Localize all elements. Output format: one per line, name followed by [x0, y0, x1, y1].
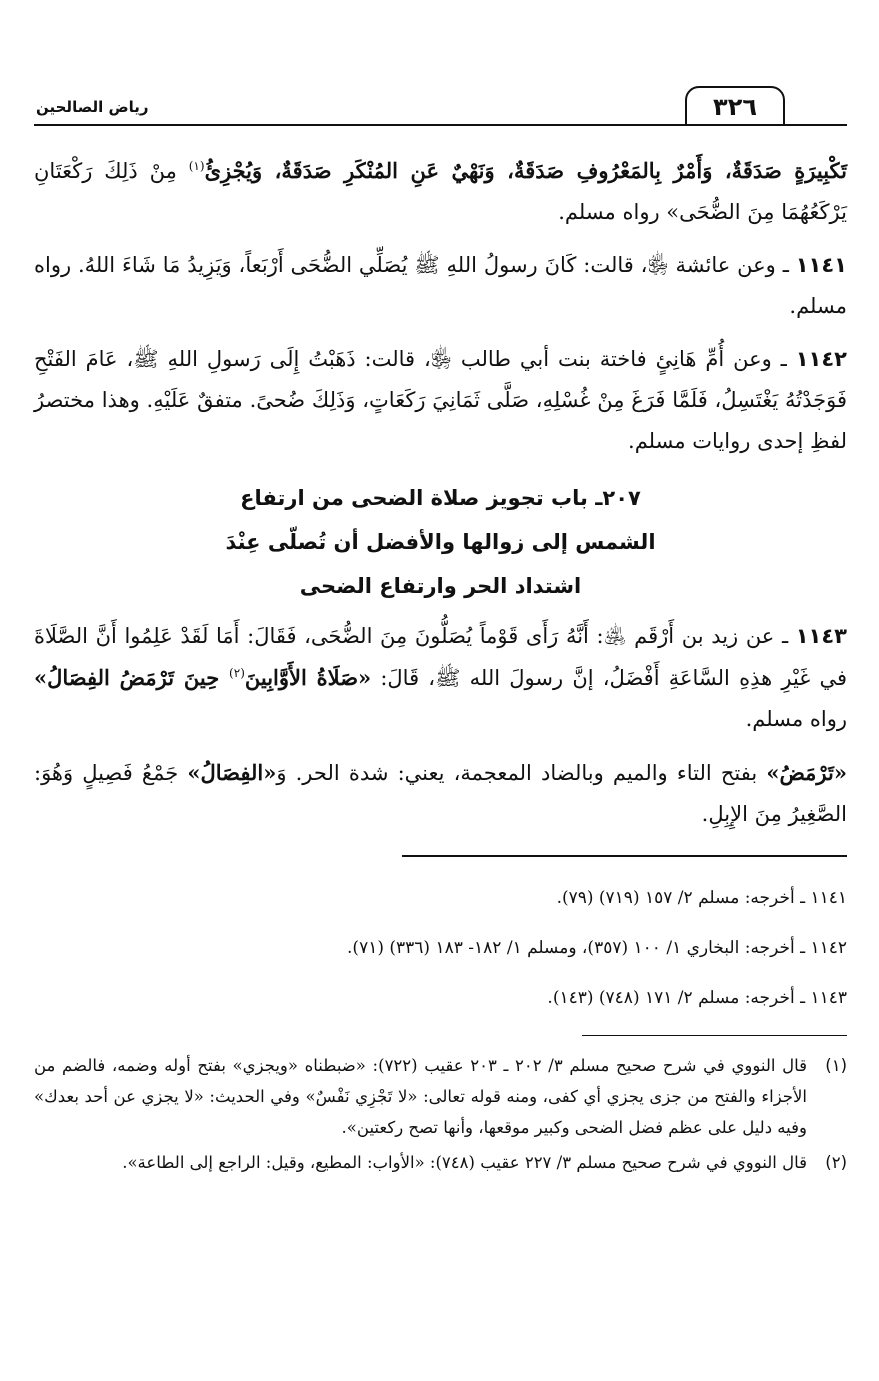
footnote-text: قال النووي في شرح صحيح مسلم ٣/ ٢٢٧ عقيب (٧٤٨): «الأواب: المطيع، وقيل: الراجع إلى الطاعة».: [122, 1153, 807, 1172]
footnote-text: قال النووي في شرح صحيح مسلم ٣/ ٢٠٢ ـ ٢٠٣ عقيب (٧٢٢): «ضبطناه «ويجزي» بفتح أوله وضمه، فالضم من الأجزاء والفتح من جزى يجزي أي كفى، ومنه قوله تعالى: «لا تَجْزِي نَفْسٌ» وفي الحديث: «لا يجزي عن أحد بعدك» وفيه دليل على عظم فضل الضحى وكبير موقعها، وأنها تصح ركعتين».: [34, 1056, 807, 1137]
chapter-line-2: الشمس إلى زوالها والأفضل أن تُصلّى عِنْدَ: [225, 530, 656, 554]
footnotes: [34, 1050, 847, 1178]
page-header: [34, 64, 847, 126]
hadith-text: ـ عن زيد بن أَرْقَم ﵁: أَنَّهُ رَأَى قَوْماً يُصَلُّونَ مِنَ الضُّحَى، فَقَالَ: أَمَا لَقَدْ عَلِمُوا أَنَّ الصَّلَاةَ في غَيْرِ هذِهِ السَّاعَةِ أَفْضَلُ، إنَّ رسولَ الله ﷺ، قَالَ:: [34, 624, 847, 690]
hadith-quote: «صَلَاةُ الأَوَّابِينَ: [244, 665, 372, 690]
main-text: [34, 150, 847, 835]
explanation-text-2: جَمْعُ فَصِيلٍ وَهُوَ: الصَّغِيرُ مِنَ الإِبِلِ.: [34, 761, 847, 826]
explained-word-2: «الفِصَالُ»: [187, 760, 277, 785]
chapter-line-1: ٢٠٧ـ باب تجويز صلاة الضحى من ارتفاع: [240, 486, 641, 510]
hadith-number: ١١٤٢: [795, 347, 847, 371]
hadith-number: ١١٤١: [795, 253, 847, 277]
chapter-line-3: اشتداد الحر وارتفاع الضحى: [299, 574, 582, 598]
footnote-number: (٢): [825, 1153, 847, 1172]
explanation-paragraph: [34, 752, 847, 835]
intro-text: تَكْبِيرَةٍ صَدَقَةٌ، وَأَمْرٌ بِالمَعْرُوفِ صَدَقَةٌ، وَنَهْيٌ عَنِ المُنْكَرِ صَدَقَةٌ، وَيُجْزِئُ: [204, 158, 847, 183]
reference-item: ١١٤٢ ـ أخرجه: البخاري ١/ ١٠٠ (٣٥٧)، ومسلم ١/ ١٨٢- ١٨٣ (٣٣٦) (٧١).: [347, 938, 847, 958]
hadith-text: ـ وعن أُمِّ هَانِئٍ فاختة بنت أبي طالب ﵂، قالت: ذَهَبْتُ إِلَى رَسولِ اللهِ ﷺ، عَامَ الفَتْحِ فَوَجَدْتُهُ يَغْتَسِلُ، فَلَمَّا فَرَغَ مِنْ غُسْلِهِ، صَلَّى ثَمَانِيَ رَكَعَاتٍ، وَذَلِكَ ضُحىً. متفقٌ عَلَيْهِ. وهذا مختصرُ لفظِ إحدى روايات مسلم.: [34, 347, 847, 453]
hadith-1143: [34, 616, 847, 740]
hadith-text: ـ وعن عائشة ﵂، قالت: كَانَ رسولُ اللهِ ﷺ يُصَلِّي الضُّحَى أَرْبَعاً، وَيَزِيدُ مَا شَاءَ اللهُ. رواه مسلم.: [34, 253, 847, 318]
references: [34, 873, 847, 1023]
reference-item: ١١٤٣ ـ أخرجه: مسلم ٢/ ١٧١ (٧٤٨) (١٤٣).: [547, 988, 847, 1008]
hadith-number: ١١٤٣: [795, 624, 847, 648]
reference-item: ١١٤١ ـ أخرجه: مسلم ٢/ ١٥٧ (٧١٩) (٧٩).: [556, 888, 847, 908]
intro-text-cont: مِنْ ذَلِكَ رَكْعَتَانِ يَرْكَعُهُمَا مِنَ الضُّحَى» رواه مسلم.: [34, 159, 847, 224]
explanation-text-1: بفتح التاء والميم وبالضاد المعجمة، يعني: شدة الحر. وَ: [276, 761, 767, 785]
footnote-number: (١): [825, 1056, 847, 1075]
footnote-ref-2: (٢): [229, 666, 245, 680]
hadith-source: رواه مسلم.: [745, 707, 847, 731]
hadith-1142: [34, 339, 847, 462]
page-number: ٣٢٦: [685, 86, 785, 126]
hadith-quote-end: حِينَ تَرْمَضُ الفِصَالُ»: [34, 665, 230, 690]
footnotes-divider: [582, 1035, 847, 1036]
explained-word-1: «تَرْمَضُ»: [766, 760, 847, 785]
footnote-ref-1: (١): [188, 159, 205, 173]
book-page: [34, 64, 847, 1364]
intro-paragraph: [34, 150, 847, 233]
chapter-heading: [34, 476, 847, 608]
book-title: رياض الصالحين: [36, 98, 149, 116]
footnote-item: [34, 1147, 847, 1178]
references-divider: [402, 855, 847, 857]
footnote-item: [34, 1050, 847, 1143]
hadith-1141: [34, 245, 847, 327]
